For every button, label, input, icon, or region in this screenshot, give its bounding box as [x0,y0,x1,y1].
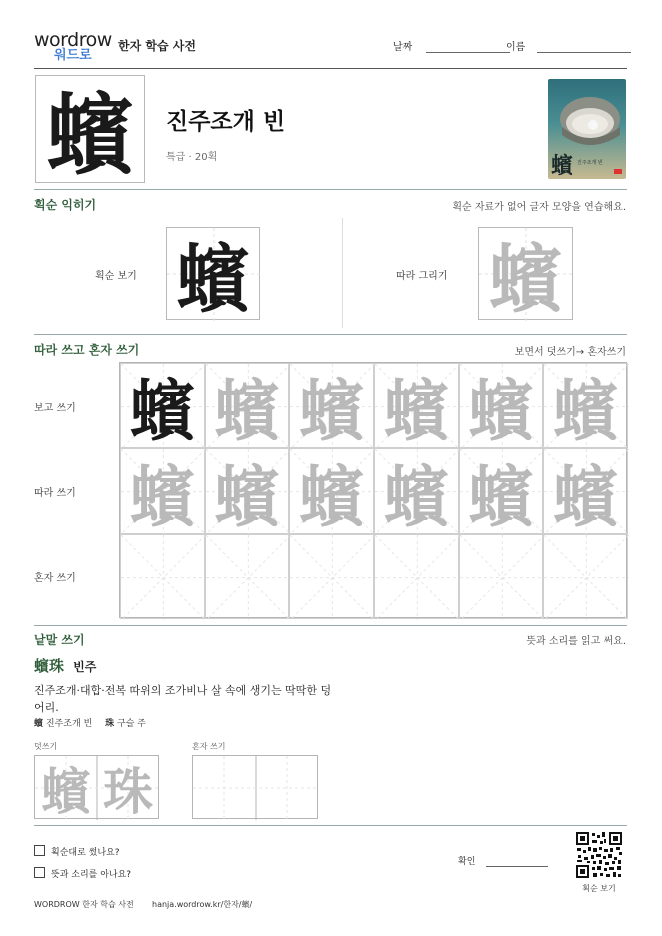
practice-grid[interactable] [119,362,627,618]
checklist-text-2: 뜻과 소리를 아나요? [51,870,132,880]
stroke-section-title: 획순 익히기 [34,198,97,212]
practice-cell-trace[interactable] [289,448,374,536]
main-character-box [35,75,145,187]
practice-cell-see[interactable] [120,363,205,451]
date-field[interactable] [393,38,510,53]
confirm-label: 확인 [458,857,476,867]
checklist-item-2[interactable] [34,867,131,880]
practice-character: 蠙 [467,372,534,451]
practice-character: 蠙 [383,372,450,451]
row-label-trace: 따라 쓰기 [34,488,76,499]
practice-character: 蠙 [467,457,534,536]
word-char-glosses [34,716,146,729]
meaning-sound: 진주조개 빈 [166,109,286,135]
practice-character: 蠙 [129,372,196,451]
practice-character: 蠙 [129,457,196,536]
practice-cell-see[interactable] [543,363,628,451]
practice-cell-trace[interactable] [374,448,459,536]
char-info: 특급 · 20획 [166,152,218,163]
stroke-section-note: 획순 자료가 없어 글자 모양을 연습해요. [452,202,626,213]
word-section-title: 낱말 쓰기 [34,633,85,647]
checklist-text-1: 획순대로 썼나요? [51,848,120,858]
section-vertical-divider [342,218,343,328]
confirm-field[interactable] [458,854,548,867]
word-definition: 진주조개·대합·전복 따위의 조가비나 살 속에 생기는 딱딱한 덩어리. [34,684,332,714]
name-blank[interactable] [537,40,631,53]
divider-4 [34,825,627,826]
practice-cell-alone[interactable] [543,534,628,619]
qr-caption: 획순 보기 [582,884,616,893]
word-alone-boxes[interactable] [192,755,318,819]
practice-section-title: 따라 쓰고 혼자 쓰기 [34,343,140,357]
word-reading: 빈주 [73,660,97,674]
footer-brand: WORDROW 한자 학습 사전 [34,900,134,909]
stroke-view-label: 획순 보기 [95,271,137,282]
checkbox-1[interactable] [34,845,45,856]
practice-cell-alone[interactable] [459,534,544,619]
divider-2 [34,334,627,335]
practice-cell-alone[interactable] [120,534,205,619]
date-label: 날짜 [393,42,413,53]
stroke-view-character: 蠙 [176,236,250,323]
practice-cell-trace[interactable] [459,448,544,536]
practice-cell-see[interactable] [374,363,459,451]
word-trace-char-1: 蠙 [41,762,91,821]
practice-character: 蠙 [552,457,619,536]
divider-3 [34,625,627,626]
practice-cell-trace[interactable] [120,448,205,536]
thumb-caption: 진주조개 빈 [577,160,603,166]
pearl-oyster-image [548,79,626,179]
gloss-text-2: 구슬 주 [117,719,146,729]
word-heading [34,655,96,676]
word-trace-label: 덧쓰기 [34,742,58,751]
word-trace-boxes[interactable] [34,755,159,819]
name-field[interactable] [506,38,631,53]
practice-cell-see[interactable] [205,363,290,451]
row-label-alone: 혼자 쓰기 [34,573,76,584]
practice-cell-trace[interactable] [205,448,290,536]
practice-character: 蠙 [552,372,619,451]
logo [34,30,112,64]
logo-hangul: 워드로 [54,48,92,63]
stroke-trace-character: 蠙 [488,236,563,323]
word-hanja: 蠙珠 [34,657,65,675]
practice-cell-alone[interactable] [289,534,374,619]
word-trace-char-2: 珠 [103,762,153,821]
practice-cell-trace[interactable] [543,448,628,536]
thumb-character: 蠙 [551,153,574,179]
practice-character: 蠙 [213,372,280,451]
practice-cell-alone[interactable] [374,534,459,619]
practice-cell-alone[interactable] [205,534,290,619]
checklist-item-1[interactable] [34,845,120,858]
practice-cell-see[interactable] [459,363,544,451]
practice-section-note: 보면서 덧쓰기→ 혼자쓰기 [514,347,626,358]
stroke-trace-box[interactable] [478,227,573,323]
gloss-char-1: 蠙 [34,719,44,729]
practice-cell-see[interactable] [289,363,374,451]
divider-1 [34,189,627,190]
row-label-see: 보고 쓰기 [34,403,76,414]
main-character: 蠙 [45,83,134,187]
word-alone-label: 혼자 쓰기 [192,742,226,751]
practice-character: 蠙 [298,457,365,536]
practice-character: 蠙 [383,457,450,536]
stroke-view-box [166,227,260,323]
footer-url[interactable]: hanja.wordrow.kr/한자/蠙/ [152,900,253,909]
practice-character: 蠙 [298,372,365,451]
word-section-note: 뜻과 소리를 읽고 써요. [526,636,626,647]
stroke-trace-label: 따라 그리기 [396,271,448,282]
practice-character: 蠙 [213,457,280,536]
gloss-text-1: 진주조개 빈 [45,719,93,729]
gloss-char-2: 珠 [105,719,115,729]
logo-word: wordrow [34,29,112,51]
header-title: 한자 학습 사전 [118,39,196,53]
date-blank[interactable] [426,40,510,53]
confirm-blank[interactable] [486,854,548,867]
checkbox-2[interactable] [34,867,45,878]
qr-code-icon[interactable] [575,831,623,879]
name-label: 이름 [506,42,526,53]
thumb-badge [614,169,622,174]
